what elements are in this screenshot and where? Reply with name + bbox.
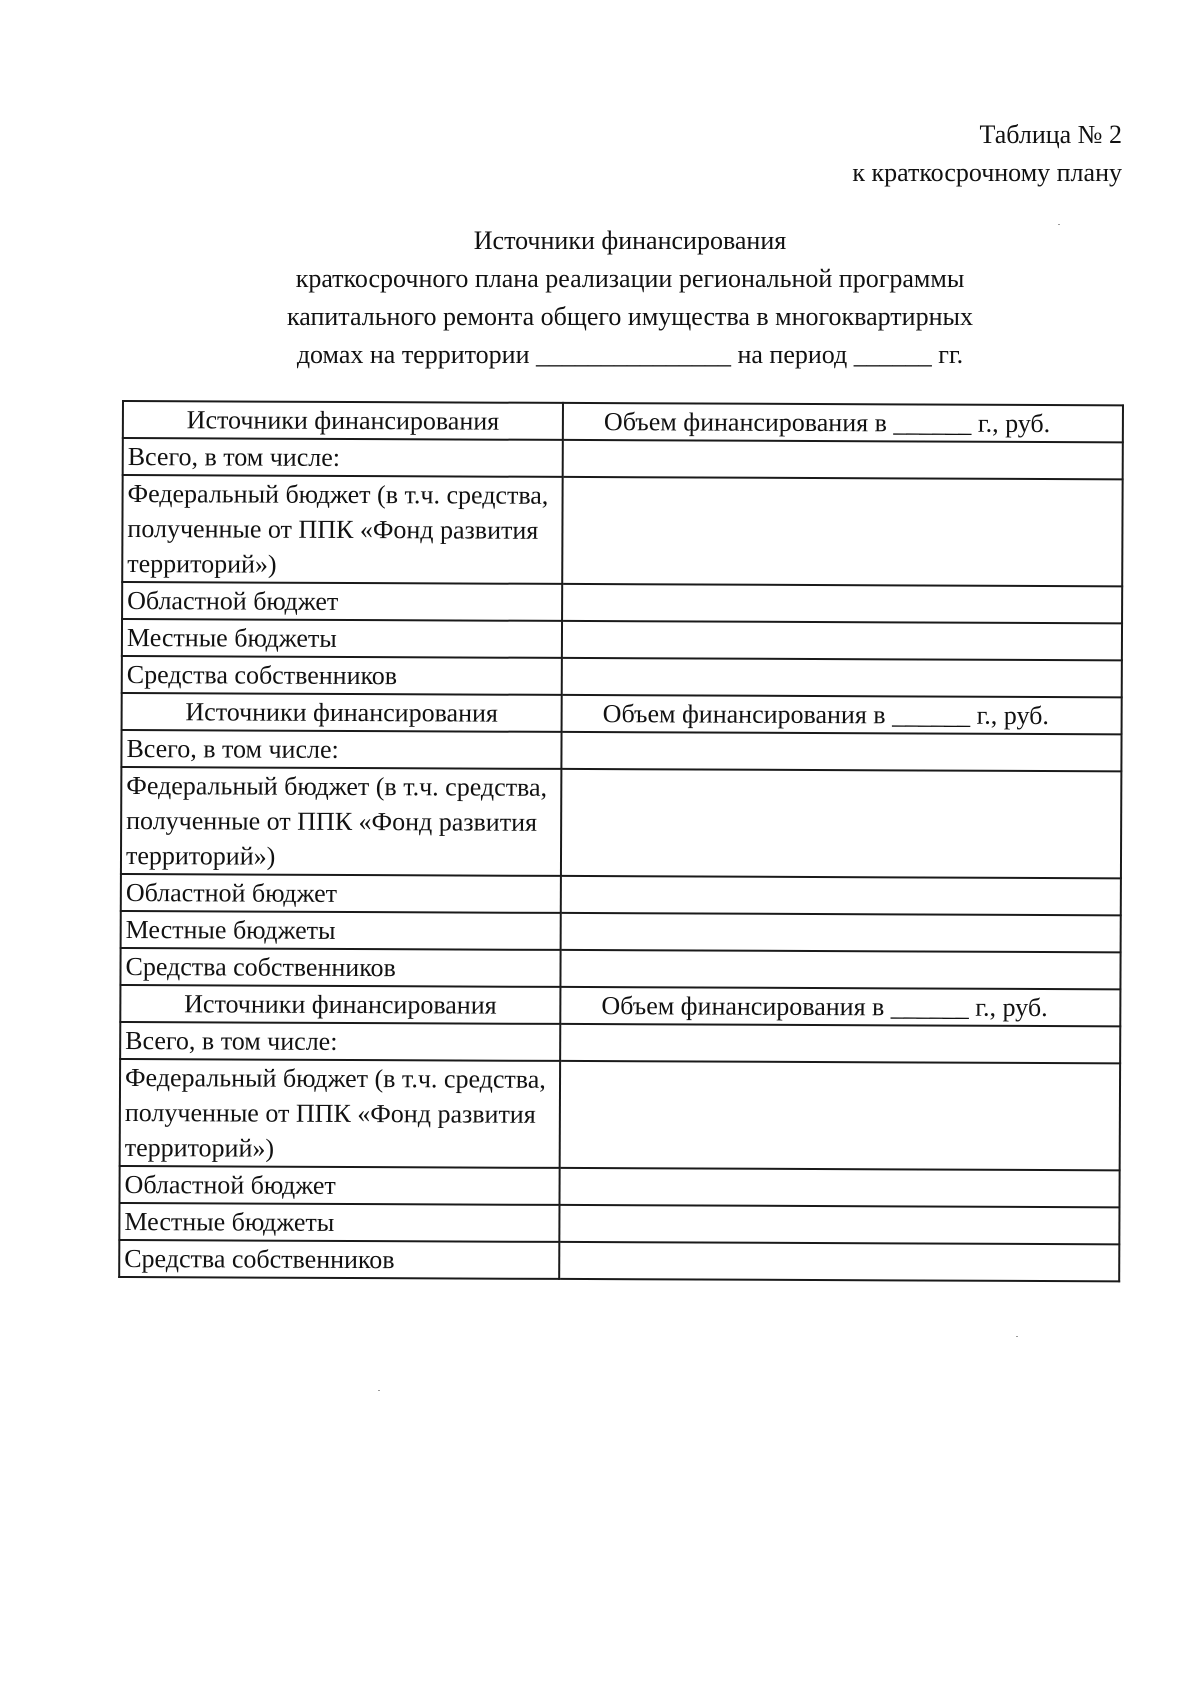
row-total-label: Всего, в том числе: xyxy=(123,438,563,477)
table-row xyxy=(122,582,1122,623)
row-local-label: Местные бюджеты xyxy=(119,1203,559,1242)
header-sources-cell: Источники финансирования xyxy=(122,693,562,732)
table-row xyxy=(119,1203,1119,1244)
row-local-value xyxy=(561,913,1121,952)
table-row xyxy=(122,619,1122,660)
row-federal-value xyxy=(561,769,1121,878)
header-volume-cell: Объем финансирования в ______ г., руб. xyxy=(562,695,1122,734)
row-local-value xyxy=(562,621,1122,660)
scan-speck xyxy=(1016,1336,1018,1337)
row-regional-label: Областной бюджет xyxy=(119,1166,559,1205)
title-line-1: Источники финансирования xyxy=(473,226,787,255)
document-title xyxy=(150,222,1110,374)
row-regional-value xyxy=(561,876,1121,915)
row-owners-value xyxy=(562,658,1122,697)
table-header-row xyxy=(122,693,1122,734)
appendix-reference: к краткосрочному плану xyxy=(852,158,1122,187)
row-federal-label xyxy=(122,475,563,584)
row-total-label: Всего, в том числе: xyxy=(120,1022,560,1061)
row-federal-value xyxy=(562,477,1122,586)
title-line-2: краткосрочного плана реализации региональной программы xyxy=(295,264,965,293)
row-regional-label: Областной бюджет xyxy=(122,582,562,621)
row-federal-text: Федеральный бюджет (в т.ч. средства, полученные от ППК «Фонд развития территорий») xyxy=(125,771,548,871)
table-row xyxy=(120,1022,1120,1063)
table-row xyxy=(121,874,1121,915)
table-row xyxy=(121,767,1121,878)
row-local-label: Местные бюджеты xyxy=(122,619,562,658)
table-row xyxy=(119,1240,1119,1281)
row-regional-value xyxy=(560,1168,1120,1207)
table-row xyxy=(120,948,1120,989)
header-volume-cell: Объем финансирования в ______ г., руб. xyxy=(560,987,1120,1026)
row-federal-text: Федеральный бюджет (в т.ч. средства, полученные от ППК «Фонд развития территорий») xyxy=(127,479,549,579)
row-total-label: Всего, в том числе: xyxy=(121,730,561,769)
table-row xyxy=(122,656,1122,697)
row-federal-label xyxy=(121,767,562,876)
row-local-label: Местные бюджеты xyxy=(121,911,561,950)
header-sources-cell: Источники финансирования xyxy=(120,985,560,1024)
row-owners-label: Средства собственников xyxy=(120,948,560,987)
row-total-value xyxy=(563,440,1123,479)
appendix-table-number: Таблица № 2 xyxy=(979,120,1122,149)
table-header-row xyxy=(123,401,1123,442)
header-sources-cell: Источники финансирования xyxy=(123,401,563,440)
row-total-value xyxy=(560,1024,1120,1063)
row-federal-text: Федеральный бюджет (в т.ч. средства, полученные от ППК «Фонд развития территорий») xyxy=(124,1063,546,1163)
funding-sources-table xyxy=(118,400,1124,1282)
scan-speck xyxy=(1058,224,1060,225)
row-owners-value xyxy=(559,1242,1119,1281)
header-volume-cell: Объем финансирования в ______ г., руб. xyxy=(563,403,1123,442)
table-header-row xyxy=(120,985,1120,1026)
row-regional-label: Областной бюджет xyxy=(121,874,561,913)
row-owners-label: Средства собственников xyxy=(122,656,562,695)
row-total-value xyxy=(561,732,1121,771)
row-federal-value xyxy=(560,1061,1120,1170)
table-row xyxy=(121,730,1121,771)
appendix-label xyxy=(852,116,1122,192)
table-row xyxy=(119,1166,1119,1207)
table-row xyxy=(121,911,1121,952)
row-owners-value xyxy=(561,950,1121,989)
scan-speck xyxy=(378,1390,380,1391)
row-regional-value xyxy=(562,584,1122,623)
table-row xyxy=(120,1059,1120,1170)
row-federal-label xyxy=(120,1059,561,1168)
table-row xyxy=(123,438,1123,479)
table-row xyxy=(122,475,1122,586)
title-line-4: домах на территории _______________ на период ______ гг. xyxy=(296,340,964,369)
row-local-value xyxy=(559,1205,1119,1244)
title-line-3: капитального ремонта общего имущества в многоквартирных xyxy=(287,302,973,331)
row-owners-label: Средства собственников xyxy=(119,1240,559,1279)
